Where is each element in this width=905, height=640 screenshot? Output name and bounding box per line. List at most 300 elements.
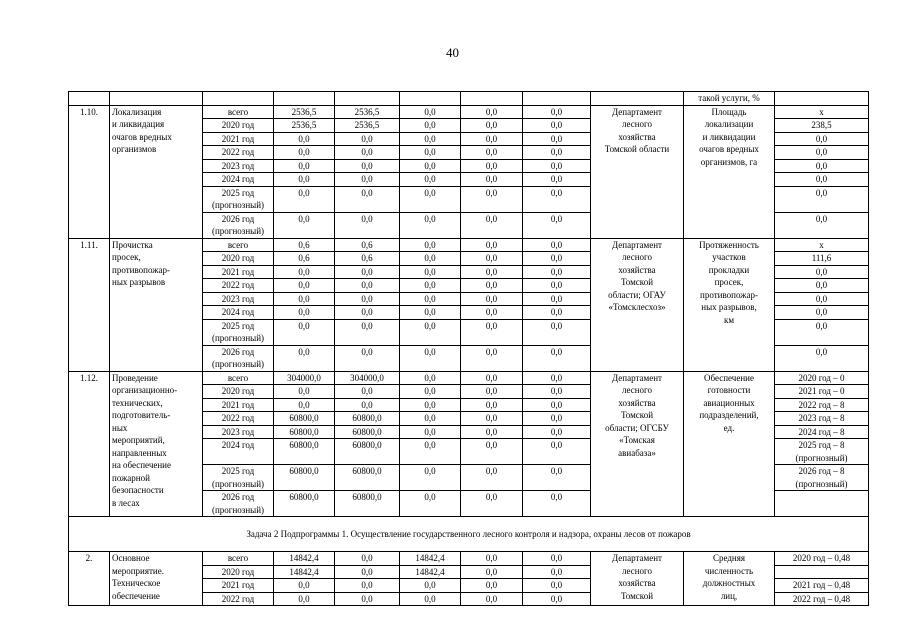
indicator-value xyxy=(775,491,869,517)
year-cell xyxy=(203,439,274,465)
amount-cell: 2536,5 xyxy=(335,119,400,133)
amount-cell: 14842,4 xyxy=(274,552,335,566)
item-name-line: ных xyxy=(112,422,128,433)
amount-cell: 0,0 xyxy=(335,292,400,306)
indicator-value xyxy=(775,412,869,426)
year-cell xyxy=(203,252,274,266)
amount-cell: 0,0 xyxy=(400,119,461,133)
year-cell xyxy=(203,345,274,371)
indicator-line: Протяженность xyxy=(699,239,759,250)
item-name-line: обеспечение xyxy=(112,590,160,601)
year-line: 2025 год xyxy=(221,320,255,331)
indicator-value-line: 2022 год – 0,48 xyxy=(792,593,851,604)
indicator-value-line: 2023 год – 8 xyxy=(798,413,845,423)
amount-cell: 14842,4 xyxy=(400,552,461,566)
year-line: 2020 год xyxy=(221,566,255,577)
amount-cell: 0,0 xyxy=(461,279,523,293)
indicator-value-line: 111,6 xyxy=(811,253,832,263)
amount-cell: 0,0 xyxy=(523,385,591,399)
amount-cell: 0,0 xyxy=(400,173,461,187)
indicator-value xyxy=(775,398,869,412)
amount-cell: 2536,5 xyxy=(335,105,400,119)
amount-cell: 0,0 xyxy=(461,398,523,412)
amount-cell: 0,0 xyxy=(523,579,591,593)
amount-cell: 0,0 xyxy=(523,265,591,279)
year-cell xyxy=(203,265,274,279)
amount-cell: 60800,0 xyxy=(274,412,335,426)
amount-cell: 0,0 xyxy=(274,292,335,306)
item-name-line: направленных xyxy=(112,447,167,458)
year-line: 2020 год xyxy=(221,253,255,263)
amount-cell: 0,6 xyxy=(335,252,400,266)
year-line: 2020 год xyxy=(221,120,255,130)
executor-line: хозяйства xyxy=(618,131,656,142)
table-row xyxy=(69,371,869,385)
indicator-value xyxy=(775,592,869,606)
year-cell xyxy=(203,552,274,566)
amount-cell: 0,0 xyxy=(523,465,591,491)
item-name-line: очагов вредных xyxy=(112,131,172,142)
amount-cell: 0,0 xyxy=(400,412,461,426)
amount-cell: 60800,0 xyxy=(335,465,400,491)
amount-cell: 0,0 xyxy=(400,579,461,593)
year-line: 2021 год xyxy=(221,580,255,590)
indicator-value-line: 2021 год – 0 xyxy=(798,386,845,396)
table-row xyxy=(69,552,869,566)
year-cell xyxy=(203,579,274,593)
amount-cell: 0,0 xyxy=(523,592,591,606)
indicator-value xyxy=(775,238,869,252)
amount-cell: 0,0 xyxy=(335,306,400,320)
indicator-value xyxy=(775,146,869,160)
amount-cell: 0,0 xyxy=(400,371,461,385)
amount-cell: 0,0 xyxy=(523,371,591,385)
amount-cell: 60800,0 xyxy=(335,491,400,517)
item-name-line: Прочистка xyxy=(112,239,153,250)
year-line: 2020 год xyxy=(221,386,255,396)
indicator-value-line: 0,0 xyxy=(815,346,828,357)
year-cell xyxy=(203,292,274,306)
amount-cell: 0,0 xyxy=(274,132,335,146)
amount-cell: 0,0 xyxy=(461,439,523,465)
program-table xyxy=(68,91,869,606)
amount-cell: 0,0 xyxy=(274,398,335,412)
item-name-line: пожарной xyxy=(112,472,150,483)
item-name-line: ных разрывов xyxy=(112,277,166,287)
amount-cell: 0,0 xyxy=(274,319,335,345)
indicator-value-line: 2022 год – 8 xyxy=(798,399,845,410)
indicator-line: подразделений, xyxy=(699,410,759,420)
indicator-value-line: 0,0 xyxy=(815,187,828,198)
amount-cell: 0,0 xyxy=(400,306,461,320)
amount-cell: 0,0 xyxy=(400,212,461,238)
item-name xyxy=(110,238,203,371)
indicator-value xyxy=(775,173,869,187)
year-cell xyxy=(203,119,274,133)
indicator-value xyxy=(775,345,869,371)
year-cell xyxy=(203,306,274,320)
amount-cell: 0,0 xyxy=(523,565,591,579)
year-cell xyxy=(203,105,274,119)
indicator-value-line: 0,0 xyxy=(815,266,828,277)
amount-cell: 0,0 xyxy=(274,385,335,399)
amount-cell: 0,0 xyxy=(335,552,400,566)
amount-cell: 0,0 xyxy=(523,159,591,173)
amount-cell: 0,0 xyxy=(335,579,400,593)
amount-cell: 0,0 xyxy=(274,279,335,293)
amount-cell: 0,0 xyxy=(400,292,461,306)
amount-cell: 0,0 xyxy=(461,159,523,173)
item-name-line: Локализация xyxy=(112,106,162,117)
indicator-line: Площадь xyxy=(711,106,747,117)
amount-cell: 0,0 xyxy=(335,173,400,187)
executor-line: Департамент xyxy=(612,239,662,250)
year-line: всего xyxy=(227,372,249,383)
amount-cell: 0,0 xyxy=(461,319,523,345)
year-line: 2024 год xyxy=(221,440,255,450)
amount-cell: 0,0 xyxy=(523,105,591,119)
year-cell xyxy=(203,146,274,160)
executor-line: Томской области xyxy=(604,144,670,154)
year-line: 2022 год xyxy=(221,413,255,423)
executor-line: хозяйства xyxy=(618,264,656,275)
indicator-line: авиационных xyxy=(703,397,755,408)
amount-cell: 304000,0 xyxy=(274,371,335,385)
executor-line: области; ОГСБУ xyxy=(605,422,669,433)
indicator-value-line: 2025 год – 8 xyxy=(798,440,845,450)
executor-line: лесного xyxy=(622,385,652,395)
year-cell xyxy=(203,212,274,238)
amount-cell: 0,0 xyxy=(461,345,523,371)
item-name-line: и ликвидация xyxy=(112,119,165,129)
indicator-value xyxy=(775,552,869,566)
executor-line: лесного xyxy=(622,565,652,576)
amount-cell: 0,0 xyxy=(400,252,461,266)
indicator-line: просек, xyxy=(714,277,744,287)
amount-cell: 0,0 xyxy=(461,252,523,266)
year-line: 2022 год xyxy=(221,147,255,157)
amount-cell: 2536,5 xyxy=(274,119,335,133)
amount-cell: 0,0 xyxy=(523,319,591,345)
indicator-value xyxy=(775,105,869,119)
amount-cell: 304000,0 xyxy=(335,371,400,385)
year-line: всего xyxy=(227,239,249,250)
year-cell xyxy=(203,279,274,293)
amount-cell: 0,0 xyxy=(335,265,400,279)
executor-line: Департамент xyxy=(612,372,662,383)
amount-cell: 0,0 xyxy=(461,412,523,426)
indicator-tail: такой услуги, % xyxy=(684,92,775,106)
task-row xyxy=(69,517,869,552)
year-line: 2026 год xyxy=(221,346,255,357)
amount-cell: 0,0 xyxy=(523,345,591,371)
indicator-value-line: 2026 год – 8 xyxy=(798,466,845,476)
amount-cell: 0,0 xyxy=(461,306,523,320)
amount-cell: 0,0 xyxy=(461,212,523,238)
amount-cell: 0,0 xyxy=(274,345,335,371)
year-line: 2025 год xyxy=(221,466,255,476)
amount-cell: 0,0 xyxy=(400,319,461,345)
year-line: 2021 год xyxy=(221,266,255,277)
executor-line: авиабаза» xyxy=(618,447,656,458)
task-caption: Задача 2 Подпрограммы 1. Осуществление государственного лесного контроля и надзора, охраны лесов от пожаров xyxy=(69,517,869,552)
year-cell xyxy=(203,173,274,187)
year-line: (прогнозный) xyxy=(211,200,265,210)
amount-cell: 0,0 xyxy=(274,306,335,320)
year-cell xyxy=(203,412,274,426)
amount-cell: 0,0 xyxy=(400,279,461,293)
amount-cell: 0,0 xyxy=(400,345,461,371)
indicator-value-line: 2024 год – 8 xyxy=(798,426,845,437)
indicator-line: прокладки xyxy=(708,264,750,275)
item-name-line: просек, xyxy=(112,252,141,262)
executor-line: лесного xyxy=(622,252,652,262)
executor-line: хозяйства xyxy=(618,578,656,588)
year-cell xyxy=(203,319,274,345)
executor-line: Томской xyxy=(620,590,654,601)
indicator-value-line: 0,0 xyxy=(815,213,828,224)
year-line: 2025 год xyxy=(221,187,255,198)
amount-cell: 0,0 xyxy=(400,425,461,439)
indicator-line: готовности xyxy=(707,385,751,395)
indicator-line: и ликвидации xyxy=(702,131,756,142)
indicator-line: участков xyxy=(712,252,746,262)
indicator-value-line: (прогнозный) xyxy=(795,478,848,489)
year-line: 2026 год xyxy=(221,492,255,502)
item-name xyxy=(110,371,203,517)
indicator-value xyxy=(775,319,869,345)
amount-cell: 14842,4 xyxy=(274,565,335,579)
amount-cell: 0,0 xyxy=(274,173,335,187)
table-row xyxy=(69,105,869,119)
executor-line: лесного xyxy=(622,119,652,129)
year-line: 2024 год xyxy=(221,174,255,184)
indicator-line: локализации xyxy=(704,119,754,129)
item-name-line: мероприятие. xyxy=(112,565,164,576)
amount-cell: 0,0 xyxy=(523,491,591,517)
indicator-value xyxy=(775,385,869,399)
item-name-line: Техническое xyxy=(112,578,161,588)
executor xyxy=(591,105,684,238)
year-line: (прогнозный) xyxy=(211,333,265,343)
item-name xyxy=(110,105,203,238)
indicator-value-line: 0,0 xyxy=(815,320,828,331)
amount-cell: 0,0 xyxy=(461,592,523,606)
amount-cell: 0,0 xyxy=(523,398,591,412)
item-name-line: Проведение xyxy=(112,372,158,383)
executor-line: области; ОГАУ xyxy=(608,289,666,300)
amount-cell: 0,0 xyxy=(523,238,591,252)
indicator xyxy=(684,105,775,238)
indicator-value-line: 0,0 xyxy=(815,147,828,157)
amount-cell: 0,0 xyxy=(274,579,335,593)
executor xyxy=(591,371,684,517)
year-line: 2021 год xyxy=(221,399,255,410)
item-number: 2. xyxy=(69,552,110,606)
amount-cell: 0,0 xyxy=(461,238,523,252)
amount-cell: 0,0 xyxy=(400,159,461,173)
amount-cell: 60800,0 xyxy=(274,465,335,491)
amount-cell: 0,0 xyxy=(523,146,591,160)
amount-cell: 0,0 xyxy=(335,385,400,399)
amount-cell: 0,0 xyxy=(461,292,523,306)
amount-cell: 0,0 xyxy=(335,319,400,345)
amount-cell: 0,0 xyxy=(461,552,523,566)
indicator-value xyxy=(775,425,869,439)
indicator-line: ед. xyxy=(723,422,735,433)
year-cell xyxy=(203,425,274,439)
executor-line: «Томсклесхоз» xyxy=(608,302,666,312)
amount-cell: 0,0 xyxy=(400,398,461,412)
indicator-value-line: x xyxy=(819,106,824,117)
item-name-line: организационно- xyxy=(112,385,178,395)
amount-cell: 0,0 xyxy=(461,491,523,517)
amount-cell: 0,0 xyxy=(523,119,591,133)
amount-cell: 0,0 xyxy=(274,265,335,279)
indicator-value-line: 2020 год – 0 xyxy=(798,372,845,383)
amount-cell: 0,0 xyxy=(461,173,523,187)
amount-cell: 0,0 xyxy=(523,212,591,238)
item-name-line: Основное xyxy=(112,553,150,563)
indicator-line: очагов вредных xyxy=(699,144,759,154)
item-name-line: в лесах xyxy=(112,497,140,508)
amount-cell: 60800,0 xyxy=(274,425,335,439)
amount-cell: 0,0 xyxy=(274,212,335,238)
year-line: всего xyxy=(227,106,249,117)
amount-cell: 0,0 xyxy=(335,146,400,160)
item-name-line: безопасности xyxy=(112,485,164,495)
year-line: 2022 год xyxy=(221,593,255,604)
year-line: 2023 год xyxy=(221,293,255,304)
amount-cell: 0,0 xyxy=(523,252,591,266)
amount-cell: 0,0 xyxy=(400,238,461,252)
table-row xyxy=(69,238,869,252)
indicator-value-line: 238,5 xyxy=(811,120,832,130)
amount-cell: 0,0 xyxy=(461,579,523,593)
indicator-line: организмов, га xyxy=(700,156,758,167)
item-name-line: организмов xyxy=(112,144,157,154)
indicator-line: противопожар- xyxy=(700,289,758,300)
year-line: 2022 год xyxy=(221,280,255,290)
executor xyxy=(591,552,684,606)
amount-cell: 0,0 xyxy=(461,565,523,579)
indicator-line: должностных xyxy=(702,578,756,588)
amount-cell: 0,0 xyxy=(461,186,523,212)
executor-line: Томской xyxy=(620,410,654,420)
indicator-line: Средняя xyxy=(712,553,746,563)
amount-cell: 0,0 xyxy=(274,159,335,173)
indicator-value xyxy=(775,252,869,266)
amount-cell: 0,0 xyxy=(400,186,461,212)
amount-cell: 0,0 xyxy=(335,186,400,212)
indicator-value xyxy=(775,465,869,491)
indicator-value-line: 0,0 xyxy=(815,280,828,290)
year-line: 2024 год xyxy=(221,307,255,317)
amount-cell: 0,0 xyxy=(461,425,523,439)
year-cell xyxy=(203,491,274,517)
executor-line: Томской xyxy=(620,277,654,287)
indicator-value xyxy=(775,265,869,279)
indicator-value xyxy=(775,292,869,306)
amount-cell: 0,0 xyxy=(523,439,591,465)
amount-cell: 0,0 xyxy=(523,279,591,293)
amount-cell: 0,0 xyxy=(400,385,461,399)
amount-cell: 0,0 xyxy=(335,565,400,579)
indicator-value xyxy=(775,119,869,133)
amount-cell: 0,0 xyxy=(523,132,591,146)
amount-cell: 0,0 xyxy=(335,398,400,412)
amount-cell: 14842,4 xyxy=(400,565,461,579)
amount-cell: 0,0 xyxy=(400,265,461,279)
indicator-value xyxy=(775,132,869,146)
amount-cell: 0,0 xyxy=(400,439,461,465)
executor-line: «Томская xyxy=(619,435,655,445)
item-name-line: противопожар- xyxy=(112,264,170,275)
indicator-line: лиц, xyxy=(720,590,738,601)
amount-cell: 0,0 xyxy=(274,146,335,160)
amount-cell: 60800,0 xyxy=(274,491,335,517)
year-line: (прогнозный) xyxy=(211,478,265,489)
amount-cell: 0,0 xyxy=(400,132,461,146)
indicator-value xyxy=(775,212,869,238)
year-line: (прогнозный) xyxy=(211,359,265,369)
amount-cell: 0,0 xyxy=(461,132,523,146)
amount-cell: 0,0 xyxy=(523,292,591,306)
year-line: 2021 год xyxy=(221,133,255,144)
indicator-line: Обеспечение xyxy=(704,372,754,383)
amount-cell: 0,0 xyxy=(335,279,400,293)
indicator-value xyxy=(775,579,869,593)
amount-cell: 0,0 xyxy=(335,212,400,238)
indicator-line: км xyxy=(723,314,735,325)
indicator-value xyxy=(775,306,869,320)
indicator-value-line: 0,0 xyxy=(815,174,828,184)
indicator-line: численность xyxy=(704,565,754,576)
page-number: 40 xyxy=(446,45,459,60)
amount-cell: 0,0 xyxy=(400,465,461,491)
indicator xyxy=(684,552,775,606)
amount-cell: 0,0 xyxy=(461,265,523,279)
indicator-value-line: (прогнозный) xyxy=(795,452,848,463)
amount-cell: 0,0 xyxy=(335,159,400,173)
indicator-value xyxy=(775,186,869,212)
indicator-value-line: 0,0 xyxy=(815,160,828,171)
item-number: 1.10. xyxy=(69,105,110,238)
amount-cell: 0,0 xyxy=(523,425,591,439)
amount-cell: 0,6 xyxy=(274,238,335,252)
amount-cell: 0,0 xyxy=(523,552,591,566)
year-line: всего xyxy=(227,553,249,563)
indicator-value-line: 2020 год – 0,48 xyxy=(792,553,851,563)
indicator-value xyxy=(775,439,869,465)
item-name-line: технических, xyxy=(112,397,163,408)
year-cell xyxy=(203,385,274,399)
amount-cell: 0,0 xyxy=(523,412,591,426)
amount-cell: 0,0 xyxy=(461,146,523,160)
item-name-line: на обеспечение xyxy=(112,460,171,470)
amount-cell: 0,0 xyxy=(461,119,523,133)
amount-cell: 0,0 xyxy=(523,186,591,212)
year-line: 2026 год xyxy=(221,213,255,224)
amount-cell: 60800,0 xyxy=(335,412,400,426)
year-cell xyxy=(203,186,274,212)
indicator-value xyxy=(775,565,869,579)
amount-cell: 0,0 xyxy=(335,132,400,146)
amount-cell: 0,6 xyxy=(274,252,335,266)
indicator-value-line: 0,0 xyxy=(815,293,828,304)
year-line: 2023 год xyxy=(221,160,255,171)
indicator-value xyxy=(775,159,869,173)
